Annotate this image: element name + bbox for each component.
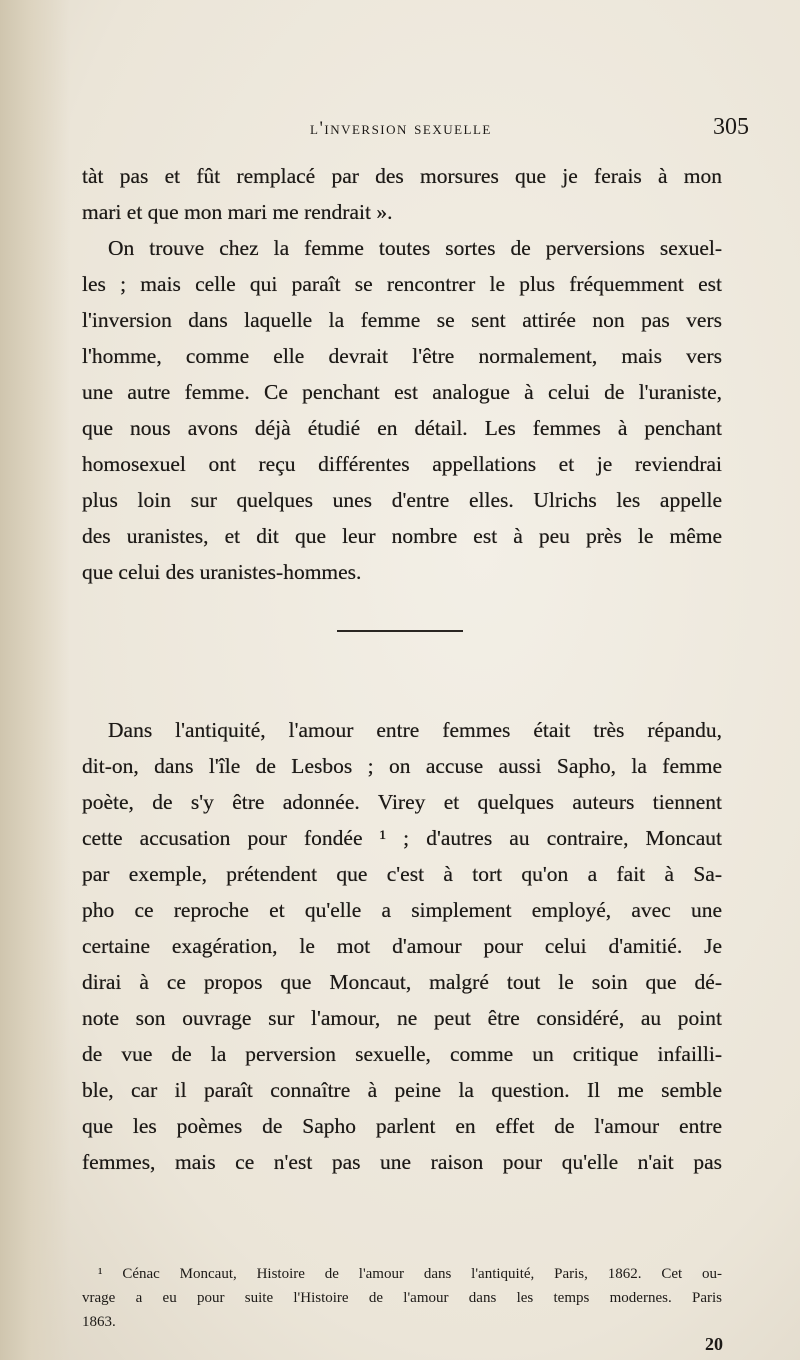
text-line: que celui des uranistes-hommes. [82, 560, 362, 584]
page-number: 305 [713, 114, 749, 140]
text-line: note son ouvrage sur l'amour, ne peut être considéré, au point [82, 1006, 722, 1030]
text-line: certaine exagération, le mot d'amour pour celui d'amitié. Je [82, 934, 722, 958]
running-head: l'inversion sexuelle [310, 118, 492, 139]
page-header [0, 114, 800, 144]
text-line: l'homme, comme elle devrait l'être normalement, mais vers [82, 344, 722, 368]
text-line: femmes, mais ce n'est pas une raison pour qu'elle n'ait pas [82, 1150, 722, 1174]
signature-mark: 20 [705, 1334, 723, 1354]
footnote-line: 1863. [82, 1314, 116, 1330]
text-line: tàt pas et fût remplacé par des morsures que je ferais à mon [82, 164, 722, 188]
text-line: de vue de la perversion sexuelle, comme un critique infailli- [82, 1042, 722, 1066]
text-line: pho ce reproche et qu'elle a simplement employé, avec une [82, 898, 722, 922]
text-line: On trouve chez la femme toutes sortes de perversions sexuel- [108, 236, 722, 260]
text-line: cette accusation pour fondée ¹ ; d'autres au contraire, Moncaut [82, 826, 722, 850]
text-line: dirai à ce propos que Moncaut, malgré tout le soin que dé- [82, 970, 722, 994]
text-line: des uranistes, et dit que leur nombre est à peu près le même [82, 524, 722, 548]
page-gutter-shadow [0, 0, 70, 1360]
text-line: une autre femme. Ce penchant est analogue à celui de l'uraniste, [82, 380, 722, 404]
text-line: les ; mais celle qui paraît se rencontrer le plus fréquemment est [82, 272, 722, 296]
text-line: plus loin sur quelques unes d'entre elles. Ulrichs les appelle [82, 488, 722, 512]
footnote-line: vrage a eu pour suite l'Histoire de l'amour dans les temps modernes. Paris [82, 1290, 722, 1306]
text-line: ble, car il paraît connaître à peine la question. Il me semble [82, 1078, 722, 1102]
text-line: dit-on, dans l'île de Lesbos ; on accuse aussi Sapho, la femme [82, 754, 722, 778]
section-divider [337, 630, 463, 632]
text-line: poète, de s'y être adonnée. Virey et quelques auteurs tiennent [82, 790, 722, 814]
text-line: homosexuel ont reçu différentes appellations et je reviendrai [82, 452, 722, 476]
footnote-line: ¹ Cénac Moncaut, Histoire de l'amour dans l'antiquité, Paris, 1862. Cet ou- [98, 1266, 722, 1282]
text-line: l'inversion dans laquelle la femme se sent attirée non pas vers [82, 308, 722, 332]
paragraph-block-1 [82, 158, 722, 590]
text-line: par exemple, prétendent que c'est à tort qu'on a fait à Sa- [82, 862, 722, 886]
text-line: que les poèmes de Sapho parlent en effet de l'amour entre [82, 1114, 722, 1138]
text-line: mari et que mon mari me rendrait ». [82, 200, 393, 224]
footnotes [82, 1262, 722, 1334]
text-line: que nous avons déjà étudié en détail. Les femmes à penchant [82, 416, 722, 440]
text-line: Dans l'antiquité, l'amour entre femmes était très répandu, [108, 718, 722, 742]
paragraph-block-2 [82, 712, 722, 1180]
